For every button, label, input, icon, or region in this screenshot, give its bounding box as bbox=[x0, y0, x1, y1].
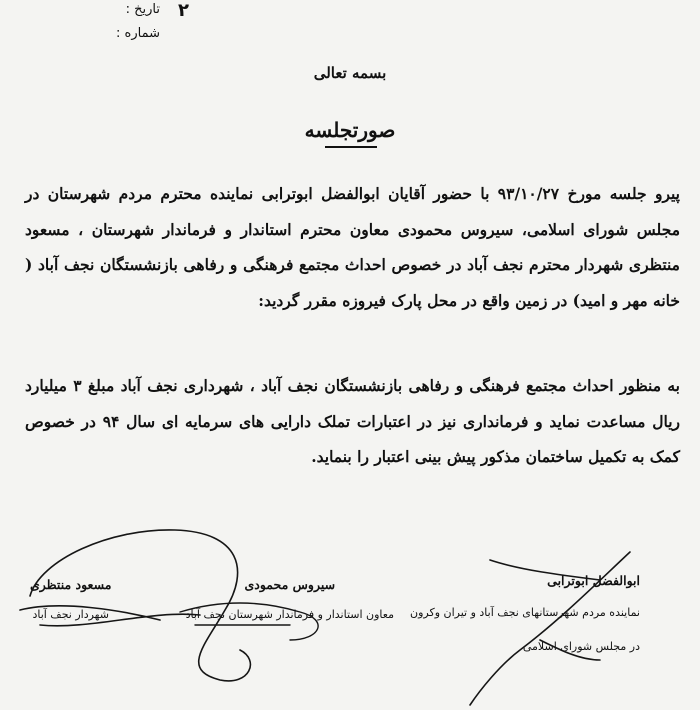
paragraph-meeting-details: پیرو جلسه مورخ ۹۳/۱۰/۲۷ با حضور آقایان ابوالفضل ابوترابی نماینده محترم مردم شهرستان در مجلس شورای اسلامی، سیروس محمودی معاون محترم استاندار و فرماندار شهرستان ، مسعود منتظری شهردار محترم نجف آباد در خصوص احداث مجتمع فرهنگی و رفاهی بازنشستگان نجف آباد ( خانه مهر و امید) در زمین واقع در محل پارک فیروزه مقرر گردید: bbox=[25, 184, 680, 310]
signatory-name: ابوالفضل ابوترابی bbox=[547, 573, 640, 588]
signatory-governor bbox=[186, 576, 394, 624]
signatory-representative bbox=[410, 572, 640, 656]
signatory-title: معاون استاندار و فرماندار شهرستان نجف آباد bbox=[185, 608, 394, 621]
paragraph-decision: به منظور احداث مجتمع فرهنگی و رفاهی بازنشستگان نجف آباد ، شهرداری نجف آباد مبلغ ۳ میلیارد ریال مساعدت نماید و فرمانداری نیز در اعتبارات تملک دارایی های سرمایه ای سال ۹۴ در خصوص کمک به تکمیل ساختمان مذکور پیش بینی اعتبار را بنماید. bbox=[25, 376, 680, 466]
date-label: تاریخ : bbox=[125, 2, 160, 17]
signatory-title: نماینده مردم شهرستانهای نجف آباد و تیران وکرون bbox=[410, 606, 640, 619]
number-label: شماره : bbox=[116, 26, 160, 41]
bismillah-heading: بسمه تعالی bbox=[313, 64, 387, 82]
document-title: صورتجلسه bbox=[304, 118, 396, 142]
handwritten-mark: ۲ bbox=[178, 0, 189, 21]
signatory-mayor bbox=[30, 576, 111, 624]
signatory-title: شهردار نجف آباد bbox=[32, 608, 109, 621]
signatory-name: سیروس محمودی bbox=[244, 577, 336, 592]
signatory-title: در مجلس شورای اسلامی bbox=[522, 640, 640, 653]
title-underline bbox=[325, 146, 377, 148]
signatory-name: مسعود منتظری bbox=[30, 577, 112, 592]
